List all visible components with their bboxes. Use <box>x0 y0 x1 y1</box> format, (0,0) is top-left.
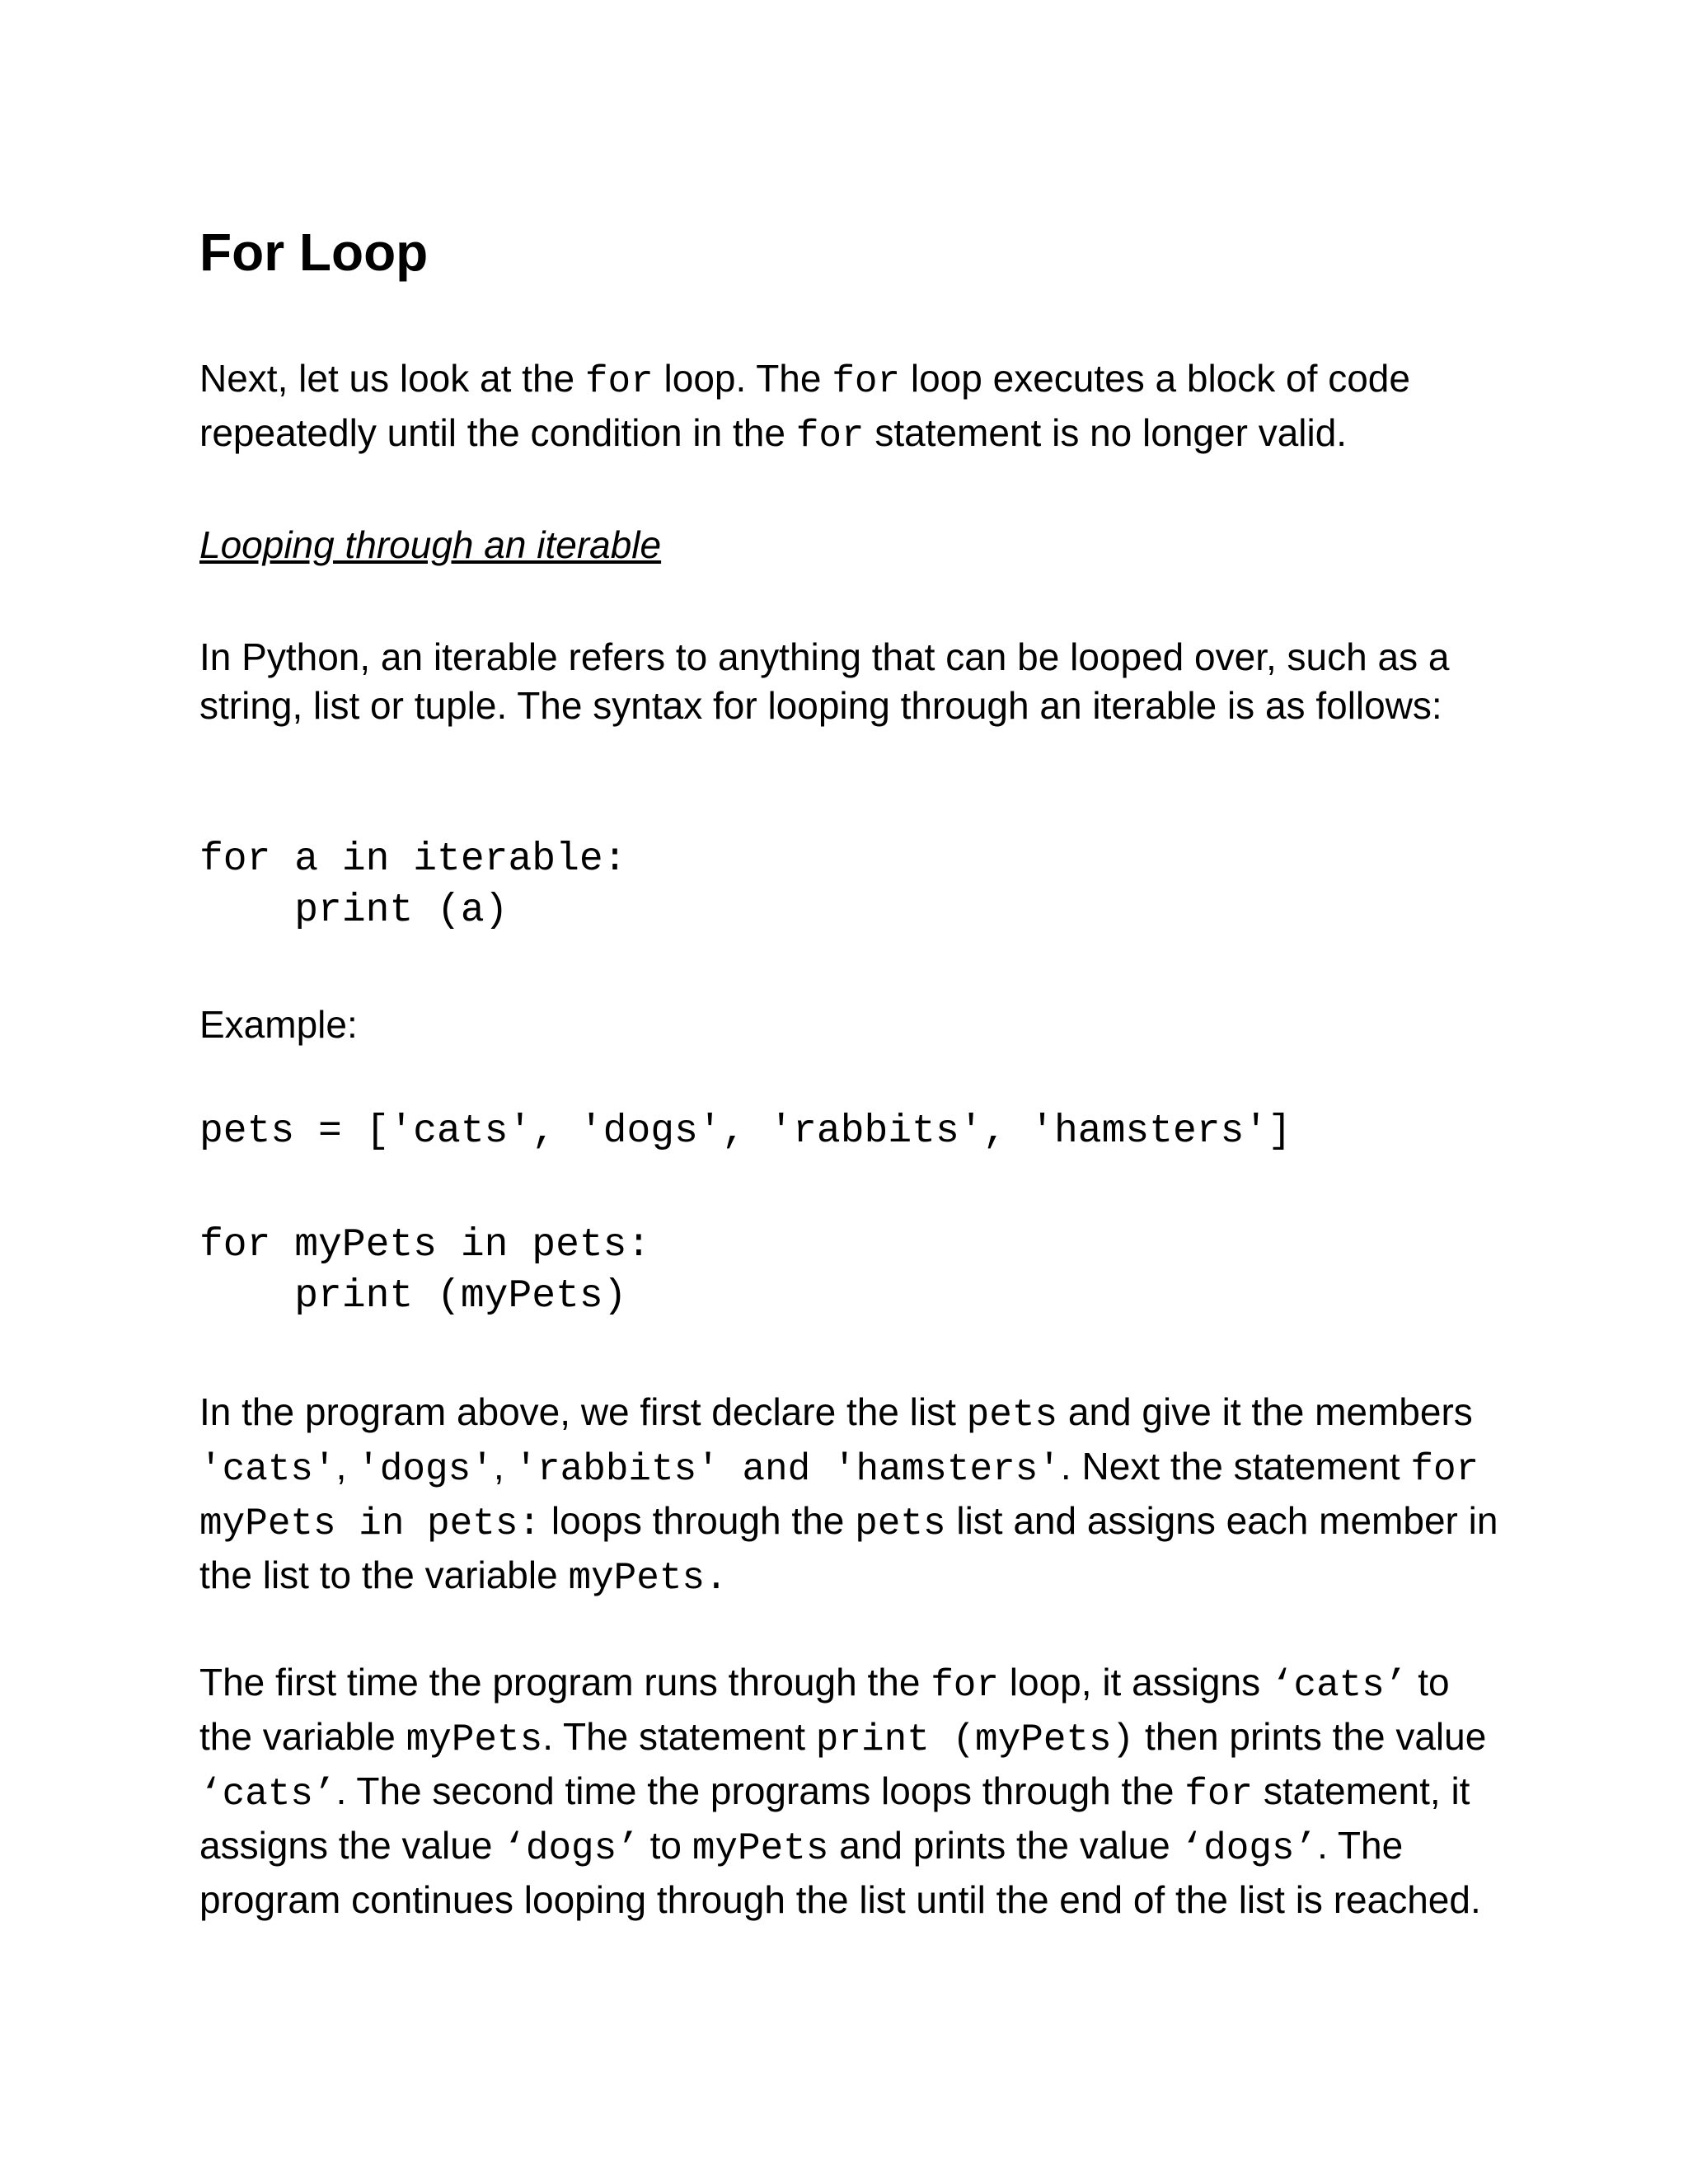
inline-code: 'dogs' <box>357 1448 494 1492</box>
text: . Next the statement <box>1060 1445 1411 1488</box>
text: to <box>639 1824 692 1868</box>
text: statement, it assigns the value <box>199 1769 1470 1868</box>
code-line: print (a) <box>199 888 509 934</box>
intro-text: loop executes a block of code repeatedly until the condition in the <box>199 357 1410 455</box>
text: . The second time the programs loops through the <box>335 1769 1185 1813</box>
text: , <box>493 1445 515 1488</box>
inline-code: 'rabbits' and 'hamsters' <box>514 1448 1061 1492</box>
text: to the variable <box>199 1661 1450 1759</box>
inline-code: ‘dogs’ <box>503 1827 640 1871</box>
intro-text: statement is no longer valid. <box>864 411 1348 455</box>
inline-code: pets <box>966 1394 1058 1436</box>
example-label: Example: <box>199 1003 358 1046</box>
code-line: print (myPets) <box>199 1274 627 1319</box>
text: The first time the program runs through the <box>199 1661 931 1704</box>
text: list and assigns each member in the list to the variable <box>199 1499 1498 1597</box>
text: . The program continues looping through the list until the end of the list is reached. <box>199 1824 1481 1922</box>
text: loop, it assigns <box>999 1661 1271 1704</box>
inline-code: ‘cats’ <box>199 1773 336 1816</box>
example-loop-code <box>199 1220 650 1323</box>
inline-code: for <box>832 360 901 403</box>
iterable-paragraph: In Python, an iterable refers to anything that can be looped over, such as a string, list or tuple. The syntax for looping through an iterable is as follows: <box>199 635 1450 727</box>
text: In the program above, we first declare the list <box>199 1390 967 1433</box>
explanation-paragraph-1 <box>199 1386 1502 1604</box>
inline-code: print (myPets) <box>815 1718 1135 1762</box>
code-line: for a in iterable: <box>199 837 627 882</box>
inline-code: myPets <box>406 1718 543 1762</box>
inline-code: myPets. <box>568 1557 728 1601</box>
explanation-paragraph-2 <box>199 1657 1502 1925</box>
intro-paragraph <box>199 353 1502 462</box>
code-line: pets = ['cats', 'dogs', 'rabbits', 'hamsters'] <box>199 1109 1292 1154</box>
page-title: For Loop <box>199 223 429 282</box>
example-list-code <box>199 1106 1292 1157</box>
code-line: for myPets in pets: <box>199 1223 651 1268</box>
inline-code: for <box>795 415 865 458</box>
text: then prints the value <box>1134 1715 1487 1759</box>
intro-text: loop. The <box>653 357 832 400</box>
inline-code: for myPets in pets: <box>199 1448 1479 1546</box>
inline-code: myPets <box>692 1827 829 1871</box>
inline-code: pets <box>855 1502 946 1546</box>
text: and give it the members <box>1057 1390 1473 1433</box>
inline-code: for <box>584 360 654 403</box>
inline-code: ‘cats’ <box>1270 1664 1408 1707</box>
inline-code: for <box>931 1664 1000 1707</box>
text: loops through the <box>541 1499 856 1543</box>
inline-code: ‘dogs’ <box>1180 1827 1318 1871</box>
inline-code: for <box>1184 1773 1254 1816</box>
syntax-code-block <box>199 834 626 937</box>
intro-text: Next, let us look at the <box>199 357 585 400</box>
section-subheading: Looping through an iterable <box>199 523 662 566</box>
text: , <box>335 1445 358 1488</box>
text: and prints the value <box>828 1824 1181 1868</box>
text: . The statement <box>542 1715 816 1759</box>
inline-code: 'cats' <box>199 1448 336 1492</box>
